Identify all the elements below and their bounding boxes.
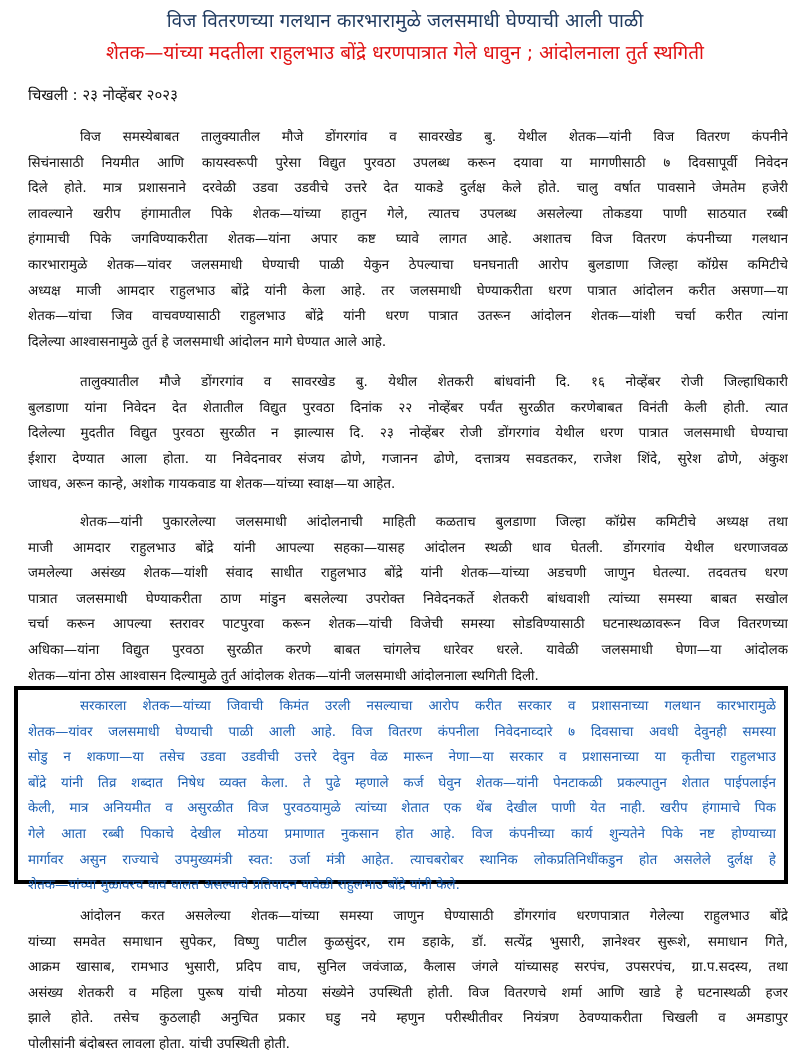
text-line: लावल्याने खरीप हंगामातील पिके शेतक—यांच्या हातुन गेले, त्यातच उपलब्ध असलेल्या तोकडया पाणी साठयात रब्बी — [28, 206, 788, 222]
text-line: कारभारामुळे शेतक—यांवर जलसमाधी घेण्याची पाळी येकुन ठेपल्याचा घनघनाती आरोप बुलडाणा जिल्हा कॉग्रेस कमिटीचे — [28, 257, 788, 273]
dateline: चिखली : २३ नोव्हेंबर २०२३ — [28, 86, 178, 104]
text-line: मार्गावर असुन राज्याचे उपमुख्यमंत्री स्वत: उर्जा मंत्री आहेत. त्याचबरोबर स्थानिक लोकप्रतिनिधींकडुन होत असलेले दुर्लक्ष हे — [28, 852, 776, 868]
paragraph-3 — [28, 510, 788, 689]
paragraph-1 — [28, 125, 788, 355]
text-line: झाले होते. तसेच कुठलाही अनुचित प्रकार घडु नये म्हणुन परीस्थीतीवर नियंत्रण ठेवण्याकरीता चिखली व अमडापुर — [28, 1011, 788, 1027]
text-line: ईशारा देण्यात आला होता. या निवेदनावर संजय ढोणे, गजानन ढोणे, दत्तात्रय सवडतकर, राजेश शिंदे, सुरेश ढोणे, अंकुश — [28, 451, 788, 467]
text-line: बोंद्रे यांनी तिव्र शब्दात निषेध व्यक्त केला. ते पुढे म्हणाले कर्ज घेवुन शेतक—यांनी पेनटाकळी प्रकल्पातुन शेतात पाईपलाईन — [28, 775, 776, 791]
text-line: शेतक—यांच्या मुळावरच घाव घालत असल्याचे प्रतिपादन यावेळी राहुलभाउ बोंद्रे यांनी केले. — [28, 878, 460, 894]
text-line: केली, मात्र अनियमीत व असुरळीत विज पुरवठयामुळे त्यांच्या शेतात एक थेंब देखील पाणी येत नाही. खरीप हंगामाचे पिक — [28, 801, 776, 817]
highlight-box — [14, 686, 788, 894]
text-line: दिलेल्या आश्वासनामुळे तुर्त हे जलसमाधी आंदोलन मागे घेण्यात आले आहे. — [28, 334, 387, 350]
text-line: दिले होते. मात्र प्रशासनाने दरवेळी उडवा उडवीचे उत्तरे देत याकडे दुर्लक्ष केले होते. चालु वर्षात पावसाने जेमतेम हजेरी — [28, 181, 788, 197]
paragraph-5 — [28, 904, 788, 1058]
text-line: शेतक—यांवर जलसमाधी घेण्याची पाळी आली आहे. विज वितरण कंपनीला निवेदनाव्दारे ७ दिवसाचा अवधी देवुनही समस्या — [28, 724, 776, 740]
text-line: जमलेल्या असंख्य शेतक—यांशी संवाद साधीत राहुलभाउ बोंद्रे यांनी शेतक—यांच्या अडचणी जाणुन घेतल्या. तदवतच धरण — [28, 566, 788, 582]
text-line: सिचंनासाठी नियमीत आणि कायस्वरूपी पुरेसा विद्युत पुरवठा उपलब्ध करून दयावा या मागणीसाठी ७ दिवसापूर्वी निवेदन — [28, 155, 788, 171]
text-line: आक्रम खासाब, रामभाउ भुसारी, प्रदिप वाघ, सुनिल जवंजाळ, कैलास जंगले यांच्यासह सरपंच, उपसरपंच, ग्रा.प.सदस्य, तथा — [28, 960, 788, 976]
text-line: सरकारला शेतक—यांच्या जिवाची किमंत उरली नसल्याचा आरोप करीत सरकार व प्रशासनाच्या गलथान कारभारामुळे — [80, 699, 776, 714]
text-line: विज समस्येबाबत तालुक्यातील मौजे डोंगरगांव व सावरखेड बु. येथील शेतक—यांनी विज वितरण कंपनीने — [80, 130, 788, 145]
headline: विज वितरणच्या गलथान कारभारामुळे जलसमाधी घेण्याची आली पाळी — [166, 10, 644, 32]
text-line: सोडु न शकणा—या तसेच उडवा उडवीची उत्तरे देवुन वेळ मारून नेणा—या सरकार व प्रशासनाच्या या कृतीचा राहुलभाउ — [28, 750, 776, 766]
text-line: यांच्या समवेत समाधान सुपेकर, विष्णु पाटील कुळसुंदर, राम डहाके, डॉ. सत्येंद्र भुसारी, ज्ञानेश्वर सुरूशे, समाधान गिते, — [28, 934, 788, 950]
text-line: दिलेल्या मुदतीत विद्युत पुरवठा सुरळीत न झाल्यास दि. २३ नोव्हेंबर रोजी डोंगरगांव येथील धरण पात्रात जलसमाधी घेण्याचा — [28, 426, 788, 442]
text-line: तालुक्यातील मौजे डोंगरगांव व सावरखेड बु. येथील शेतकरी बांधवांनी दि. १६ नोव्हेंबर रोजी जिल्हाधिकारी — [80, 375, 788, 390]
text-line: अध्यक्ष माजी आमदार राहुलभाउ बोंद्रे यांनी केला आहे. तर जलसमाधी घेण्याकरीता धरण पात्रात आंदोलन करीत असणा—या — [28, 283, 788, 299]
text-line: गेले आता रब्बी पिकाचे देखील मोठया प्रमाणात नुकसान होत आहे. विज कंपनीच्या कार्य शुन्यतेने पिके नष्ट होण्याच्या — [28, 826, 776, 842]
paragraph-2 — [28, 370, 788, 498]
text-line: आंदोलन करत असलेल्या शेतक—यांच्या समस्या जाणुन घेण्यासाठी डोंगरगांव धरणपात्रात गेलेल्या राहुलभाउ बोंद्रे — [80, 909, 788, 924]
text-line: असंख्य शेतकरी व महिला पुरूष यांची मोठया संख्येने उपस्थिती होती. विज वितरणचे शर्मा आणि खाडे हे घटनास्थळी हजर — [28, 985, 788, 1001]
text-line: पात्रात जलसमाधी घेण्याकरीता ठाण मांडुन बसलेल्या उपरोक्त निवेदनकर्ते शेतकरी बांधवाशी त्यांच्या समस्या बाबत सखोल — [28, 591, 788, 607]
text-line: बुलडाणा यांना निवेदन देत शेतातील विद्युत पुरवठा दिनांक २२ नोव्हेंबर पर्यंत सुरळीत करणेबाबत विनंती केली होती. त्यात — [28, 400, 788, 416]
text-line: पोलीसांनी बंदोबस्त लावला होता. यांची उपस्थिती होती. — [28, 1036, 290, 1052]
text-line: जाधव, अरून कान्हे, अशोक गायकवाड या शेतक—यांच्या स्वाक्ष—या आहेत. — [28, 477, 396, 493]
text-line: माजी आमदार राहुलभाउ बोंद्रे यांनी आपल्या सहका—यासह आंदोलन स्थळी धाव घेतली. डोंगरगांव येथील धरणाजवळ — [28, 540, 788, 556]
text-line: हंगामाची पिके जगविण्याकरीता शेतक—यांना अपार कष्ट घ्यावे लागत आहे. अशातच विज वितरण कंपनीच्या गलथान — [28, 232, 788, 248]
text-line: शेतक—यांनी पुकारलेल्या जलसमाधी आंदोलनाची माहिती कळताच बुलडाणा जिल्हा कॉग्रेस कमिटीचे अध्यक्ष तथा — [80, 515, 788, 530]
paragraph-4-highlighted — [28, 694, 776, 899]
subheadline: शेतक—यांच्या मदतीला राहुलभाउ बोंद्रे धरणपात्रात गेले धावुन ; आंदोलनाला तुर्त स्थगिती — [106, 42, 704, 64]
text-line: चर्चा करून आपल्या स्तरावर पाटपुरवा करून शेतक—यांची विजेची समस्या सोडविण्यासाठी घटनास्थळावरून विज वितरणच्या — [28, 617, 788, 633]
text-line: शेतक—यांचा जिव वाचवण्यासाठी राहुलभाउ बोंद्रे यांनी धरण पात्रात उतरून आंदोलन शेतक—यांशी चर्चा करीत त्यांना — [28, 309, 788, 325]
text-line: शेतक—यांना ठोस आश्वासन दिल्यामुळे तुर्त आंदोलक शेतक—यांनी जलसमाधी आंदोलनाला स्थगिती दिली. — [28, 668, 539, 684]
text-line: अधिका—यांना विद्युत पुरवठा सुरळीत करणे बाबत चांगलेच धारेवर धरले. यावेळी जलसमाधी घेणा—या आंदोलक — [28, 642, 788, 658]
